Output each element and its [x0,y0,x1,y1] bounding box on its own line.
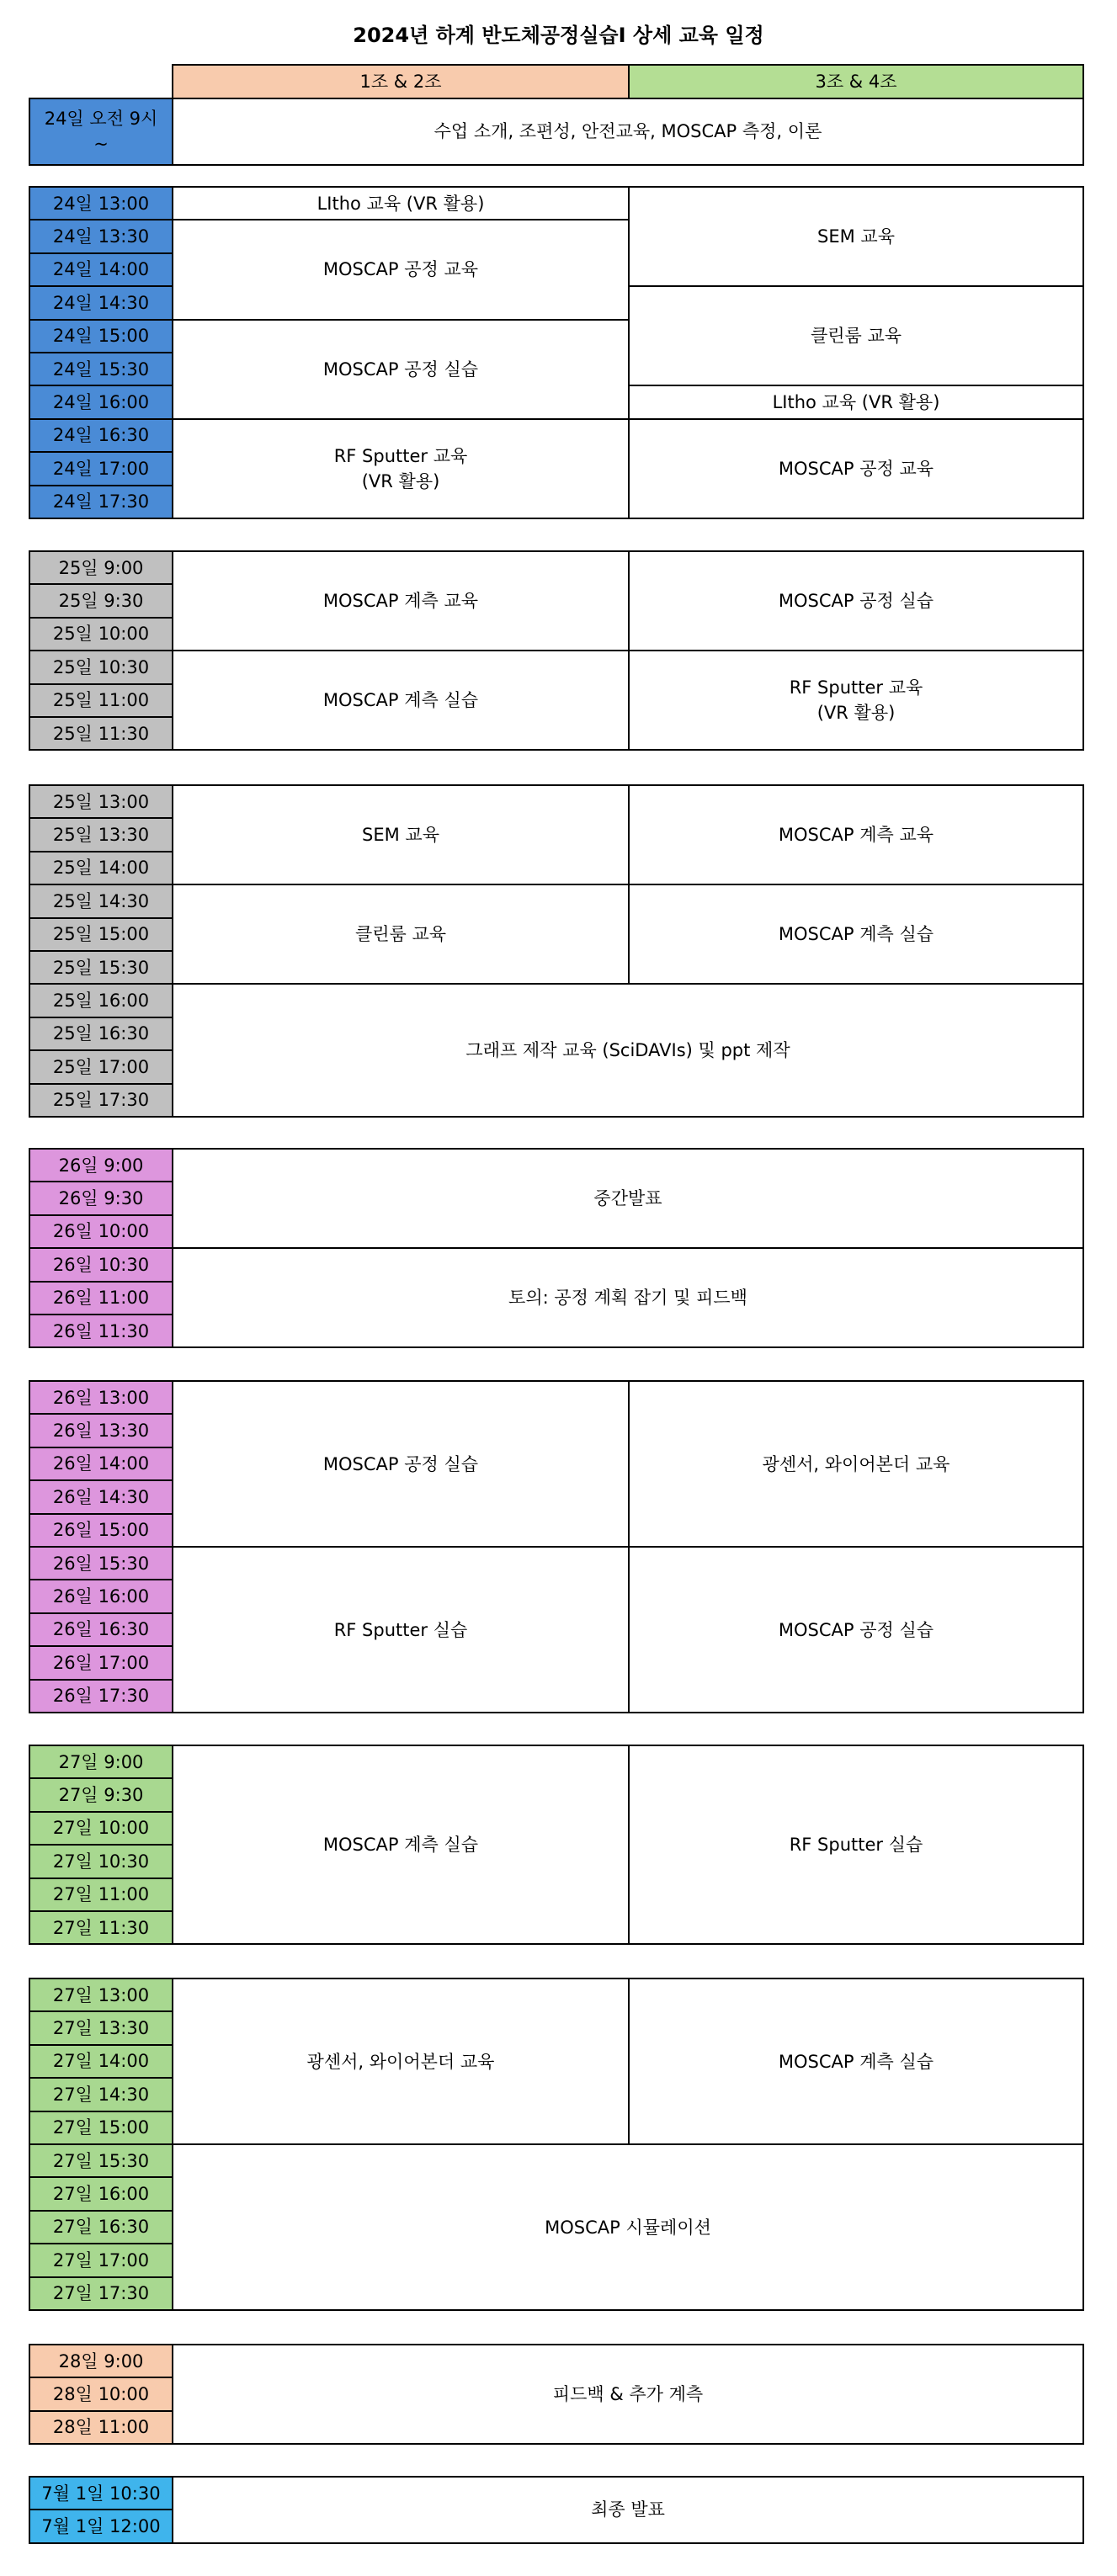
time-slot: 27일 11:30 [29,1910,173,1945]
time-slot: 28일 10:00 [29,2377,173,2411]
time-slot: 25일 9:30 [29,583,173,618]
time-slot: 24일 17:30 [29,485,173,519]
time-slot: 26일 10:00 [29,1214,173,1249]
time-slot: 24일 15:30 [29,352,173,386]
time-slot: 26일 16:00 [29,1579,173,1613]
session-cell: MOSCAP 시뮬레이션 [172,2143,1084,2311]
time-slot: 25일 11:30 [29,716,173,751]
time-slot: 25일 17:30 [29,1083,173,1118]
session-cell: MOSCAP 계측 실습 [628,1978,1084,2145]
time-slot: 25일 16:00 [29,983,173,1017]
time-slot: 26일 9:30 [29,1181,173,1215]
time-slot: 25일 15:00 [29,917,173,952]
time-slot: 27일 10:00 [29,1811,173,1846]
session-cell: RF Sputter 실습 [628,1745,1084,1945]
time-slot: 25일 16:30 [29,1017,173,1051]
time-slot: 27일 16:00 [29,2176,173,2211]
header-group-3-4: 3조 & 4조 [628,64,1084,99]
time-slot: 27일 13:00 [29,1978,173,2012]
time-slot: 24일 13:30 [29,219,173,253]
time-slot: 25일 14:30 [29,884,173,918]
session-cell: RF Sputter 교육 (VR 활용) [172,418,630,519]
time-slot: 27일 17:30 [29,2276,173,2311]
time-slot: 25일 13:00 [29,784,173,819]
time-slot: 27일 15:00 [29,2111,173,2145]
time-slot: 25일 14:00 [29,851,173,885]
session-cell: MOSCAP 계측 실습 [172,650,630,751]
time-slot: 28일 9:00 [29,2344,173,2378]
session-cell: 최종 발표 [172,2476,1084,2544]
time-slot: 26일 13:00 [29,1380,173,1415]
header-group-1-2: 1조 & 2조 [172,64,630,99]
time-slot: 24일 14:00 [29,252,173,287]
session-cell: 중간발표 [172,1148,1084,1249]
session-cell: 광센서, 와이어본더 교육 [172,1978,630,2145]
time-slot: 26일 11:00 [29,1281,173,1315]
session-cell: 토의: 공정 계획 잡기 및 피드백 [172,1247,1084,1348]
page-title: 2024년 하계 반도체공정실습Ⅰ 상세 교육 일정 [353,24,764,47]
time-slot: 25일 15:30 [29,950,173,985]
session-cell: MOSCAP 공정 교육 [172,219,630,320]
time-slot: 24일 오전 9시 ~ [29,98,173,166]
time-slot: 24일 13:00 [29,186,173,220]
session-cell: MOSCAP 계측 교육 [628,784,1084,885]
session-cell: 클린룸 교육 [628,285,1084,386]
time-slot: 25일 10:30 [29,650,173,684]
time-slot: 24일 15:00 [29,319,173,353]
session-cell: RF Sputter 교육 (VR 활용) [628,650,1084,751]
time-slot: 26일 10:30 [29,1247,173,1282]
time-slot: 24일 16:00 [29,385,173,419]
time-slot: 26일 14:00 [29,1447,173,1481]
session-cell: 광센서, 와이어본더 교육 [628,1380,1084,1548]
time-slot: 27일 15:30 [29,2143,173,2178]
time-slot: 24일 17:00 [29,451,173,486]
session-cell: SEM 교육 [172,784,630,885]
time-slot: 25일 17:00 [29,1049,173,1084]
session-cell: 그래프 제작 교육 (SciDAVIs) 및 ppt 제작 [172,983,1084,1118]
time-slot: 25일 9:00 [29,550,173,585]
session-cell: 수업 소개, 조편성, 안전교육, MOSCAP 측정, 이론 [172,98,1084,166]
time-slot: 27일 14:00 [29,2044,173,2079]
session-cell: LItho 교육 (VR 활용) [628,385,1084,419]
time-slot: 27일 14:30 [29,2077,173,2111]
time-slot: 24일 16:30 [29,418,173,453]
time-slot: 7월 1일 10:30 [29,2476,173,2510]
time-slot: 24일 14:30 [29,285,173,320]
session-cell: 클린룸 교육 [172,884,630,985]
time-slot: 26일 15:30 [29,1546,173,1580]
session-cell: LItho 교육 (VR 활용) [172,186,630,220]
time-slot: 7월 1일 12:00 [29,2509,173,2543]
time-slot: 27일 9:00 [29,1745,173,1779]
time-slot: 26일 17:30 [29,1679,173,1713]
time-slot: 27일 17:00 [29,2243,173,2277]
time-slot: 26일 14:30 [29,1479,173,1514]
time-slot: 25일 13:30 [29,817,173,852]
time-slot: 26일 11:30 [29,1314,173,1348]
session-cell: RF Sputter 실습 [172,1546,630,1713]
time-slot: 26일 15:00 [29,1513,173,1548]
time-slot: 27일 13:30 [29,2010,173,2045]
time-slot: 25일 10:00 [29,617,173,651]
time-slot: 28일 11:00 [29,2410,173,2445]
time-slot: 26일 16:30 [29,1612,173,1647]
session-cell: MOSCAP 공정 교육 [628,418,1084,519]
session-cell: SEM 교육 [628,186,1084,287]
time-slot: 27일 10:30 [29,1844,173,1878]
time-slot: 26일 9:00 [29,1148,173,1182]
session-cell: MOSCAP 공정 실습 [628,550,1084,651]
session-cell: MOSCAP 계측 교육 [172,550,630,651]
time-slot: 27일 11:00 [29,1878,173,1912]
session-cell: MOSCAP 공정 실습 [628,1546,1084,1713]
session-cell: MOSCAP 계측 실습 [628,884,1084,985]
time-slot: 26일 13:30 [29,1413,173,1447]
session-cell: MOSCAP 공정 실습 [172,1380,630,1548]
time-slot: 25일 11:00 [29,683,173,718]
session-cell: MOSCAP 계측 실습 [172,1745,630,1945]
time-slot: 27일 9:30 [29,1777,173,1812]
session-cell: 피드백 & 추가 계측 [172,2344,1084,2445]
session-cell: MOSCAP 공정 실습 [172,319,630,420]
time-slot: 26일 17:00 [29,1645,173,1680]
time-slot: 27일 16:30 [29,2210,173,2244]
